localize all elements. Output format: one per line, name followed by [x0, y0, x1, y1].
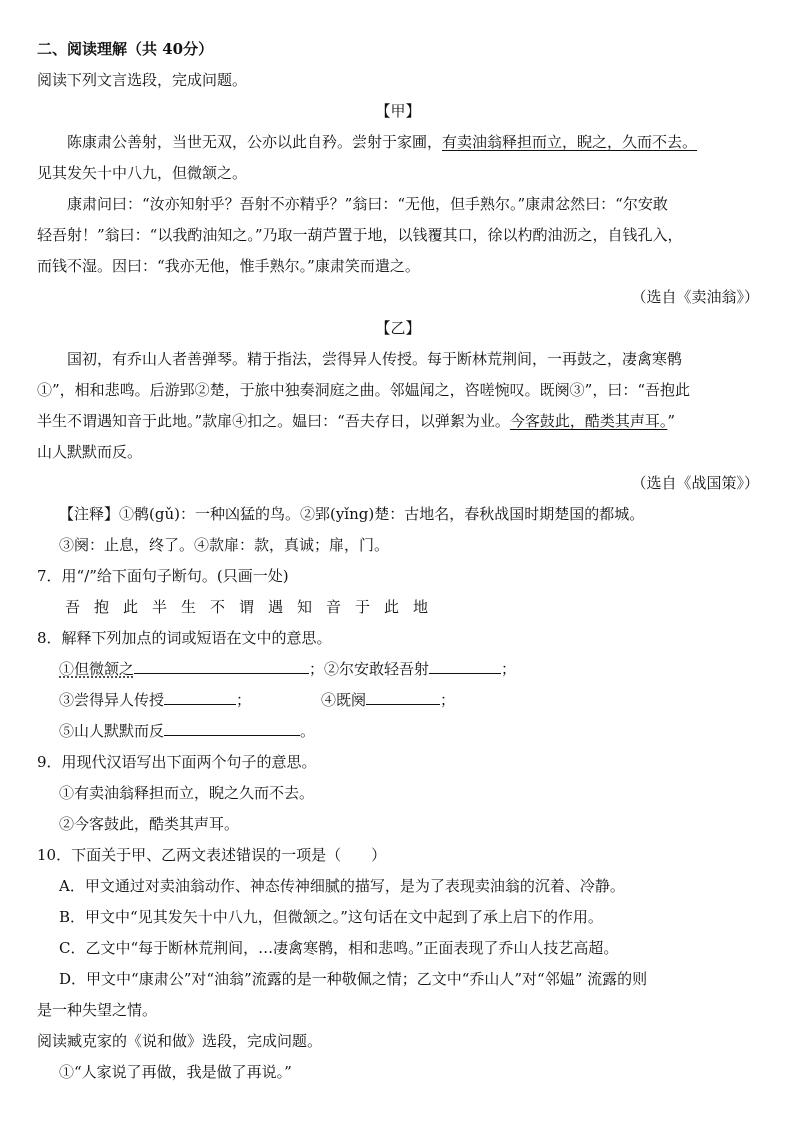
question-9-item: ①有卖油翁释担而立，睨之久而不去。: [59, 784, 315, 802]
question-10-option-a: A．甲文通过对卖油翁动作、神态传神细腻的描写，是为了表现卖油翁的沉着、冷静。: [59, 877, 625, 895]
passage-jia-line: 康肃问曰：“汝亦知射乎？吾射不亦精乎？”翁曰：“无他，但手熟尔。”康肃忿然曰：“尔安敢: [67, 195, 668, 213]
passage-jia-source: （选自《卖油翁》）: [631, 288, 759, 306]
passage-yi-line: 国初，有乔山人者善弹琴。精于指法，尝得异人传授。每于断林荒荆间，一再鼓之，凄禽寒鹘: [67, 350, 683, 368]
question-10-option-c: C．乙文中“每于断林荒荆间，…凄禽寒鹘，相和悲鸣。”正面表现了乔山人技艺高超。: [59, 939, 619, 957]
question-8-row: ③尝得异人传授 ； ④既阕 ；: [37, 685, 759, 716]
passage-yi-heading: 【乙】: [375, 319, 421, 337]
question-8-stem: 8．解释下列加点的词或短语在文中的意思。: [37, 629, 332, 647]
question-10-option-d: D．甲文中“康肃公”对“油翁”流露的是一种敬佩之情；乙文中“乔山人”对“邻媪” 流露的则: [59, 970, 648, 988]
answer-blank[interactable]: [366, 686, 440, 705]
passage-jia-line: 陈康肃公善射，当世无双，公亦以此自矜。尝射于家圃，有卖油翁释担而立，睨之，久而不去。: [67, 133, 698, 151]
answer-blank[interactable]: [164, 686, 236, 705]
passage-yi-line: 山人默默而反。: [37, 443, 143, 461]
passage-jia-heading: 【甲】: [375, 102, 421, 120]
question-8-row: ⑤山人默默而反 。: [37, 716, 759, 747]
passage-jia-line: 轻吾射！”翁曰：“以我酌油知之。”乃取一葫芦置于地，以钱覆其口，徐以杓酌油沥之，自钱孔入，: [37, 226, 683, 244]
exam-page: [37, 34, 759, 1088]
passage-yi-line: ①”，相和悲鸣。后游郢②楚，于旅中独奏洞庭之曲。邻媪闻之，咨嗟惋叹。既阕③”，曰：“吾抱此: [37, 381, 691, 399]
answer-blank[interactable]: [164, 717, 300, 736]
answer-blank[interactable]: [134, 655, 309, 674]
question-7-sentence: 吾抱此半生不谓遇知音于此地: [65, 598, 443, 616]
answer-blank[interactable]: [429, 655, 501, 674]
next-reading-intro: 阅读臧克家的《说和做》选段，完成问题。: [37, 1032, 323, 1050]
notes-line: 【注释】①鹘(gǔ)：一种凶猛的鸟。②郢(yǐng)楚：古地名，春秋战国时期楚国的都城。: [59, 505, 645, 523]
passage-yi-line: 半生不谓遇知音于此地。”款扉④扣之。媪曰：“吾夫存日，以弹絮为业。今客鼓此，酷类其声耳。”: [37, 412, 676, 430]
underlined-sentence: 有卖油翁释担而立，睨之，久而不去。: [442, 133, 698, 151]
passage-jia-line: 而钱不湿。因曰：“我亦无他，惟手熟尔。”康肃笑而遣之。: [37, 257, 420, 275]
passage-jia-line: 见其发矢十中八九，但微颔之。: [37, 164, 248, 182]
question-10-option-b: B．甲文中“见其发矢十中八九，但微颔之。”这句话在文中起到了承上启下的作用。: [59, 908, 603, 926]
next-reading-paragraph: ①“人家说了再做，我是做了再说。”: [59, 1063, 292, 1081]
underlined-sentence: 今客鼓此，酷类其声耳。: [509, 412, 668, 430]
question-9-item: ②今客鼓此，酷类其声耳。: [59, 815, 240, 833]
question-9-stem: 9．用现代汉语写出下面两个句子的意思。: [37, 753, 317, 771]
question-7-stem: 7．用“/”给下面句子断句。(只画一处): [37, 567, 289, 585]
reading-intro: 阅读下列文言选段，完成问题。: [37, 71, 248, 89]
question-8-row: ①但微颔之 ；②尔安敢轻吾射 ；: [37, 654, 759, 685]
question-10-option-d-cont: 是一种失望之情。: [37, 1001, 158, 1019]
question-10-stem: 10．下面关于甲、乙两文表述错误的一项是（ ）: [37, 846, 387, 864]
section-title: 二、阅读理解（共 40分）: [37, 40, 214, 58]
notes-line: ③阕：止息，终了。④款扉：款，真诚；扉，门。: [59, 536, 390, 554]
passage-yi-source: （选自《战国策》）: [631, 474, 759, 492]
